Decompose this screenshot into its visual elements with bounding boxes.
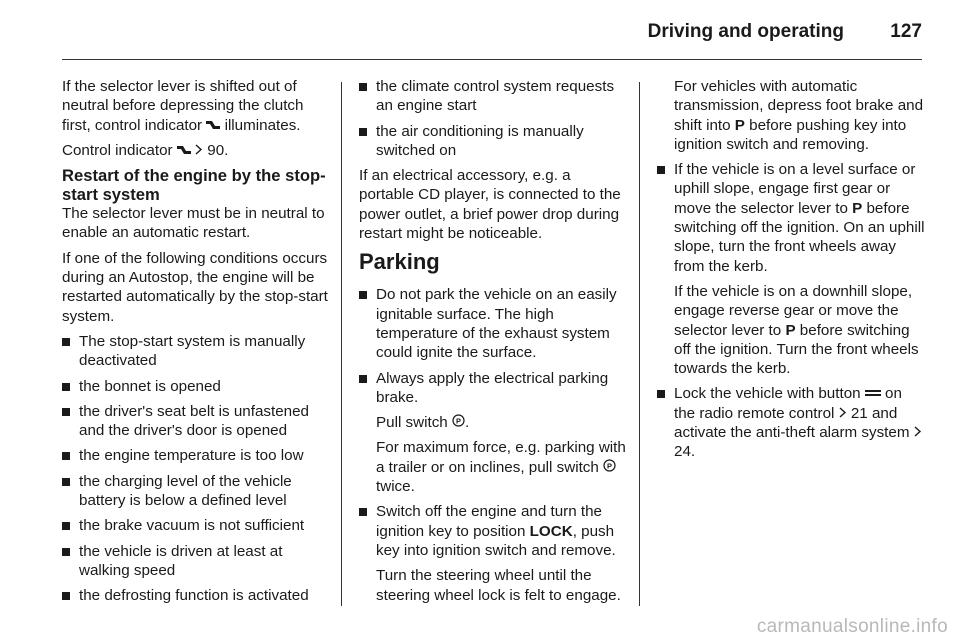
list-item: the brake vacuum is not sufficient [62, 516, 330, 535]
list-item: Always apply the electrical parking brake. [359, 369, 629, 408]
paragraph: Control indicator 90. [62, 141, 229, 159]
column-2 [359, 77, 629, 611]
paragraph: If one of the following conditions occurs during an Autostop, the engine will be restarted automatically by the stop-start system. [62, 249, 328, 325]
header-title: Driving and operating [647, 21, 844, 42]
list-item: the engine temperature is too low [62, 446, 330, 465]
paragraph: If an electrical accessory, e.g. a portable CD player, is connected to the power outlet, a brief power drop during restart might be noticeable. [359, 167, 621, 243]
page-reference-arrow-icon [195, 144, 203, 155]
list-item: the charging level of the vehicle battery is below a defined level [62, 472, 330, 511]
list-item: If the vehicle is on a level surface or uphill slope, engage first gear or move the selector lever to P before switching off the ignition. On an uphill slope, turn the front wheels away from the kerb. [657, 160, 925, 276]
parking-brake-switch-icon [603, 459, 616, 472]
column-1 [62, 77, 330, 612]
paragraph: Pull switch P . [376, 414, 470, 432]
list-item: the defrosting function is activated [62, 586, 330, 605]
parking-brake-switch-icon [452, 414, 465, 427]
list-item: The stop-start system is manually deactivated [62, 332, 330, 371]
list-item: Do not park the vehicle on an easily ignitable surface. The high temperature of the exhaust system could ignite the surface. [359, 285, 629, 362]
watermark: carmanualsonline.info [756, 616, 948, 637]
list-item: the driver's seat belt is unfastened and the driver's door is opened [62, 402, 330, 441]
list-item: the air conditioning is manually switched on [359, 122, 629, 161]
section-heading-parking: Parking [359, 249, 440, 275]
list-item: the climate control system requests an engine start [359, 77, 629, 116]
paragraph: The selector lever must be in neutral to enable an automatic restart. [62, 205, 325, 242]
svg-text:P: P [455, 416, 461, 426]
paragraph: If the vehicle is on a downhill slope, engage reverse gear or move the selector lever to P before switching off the ignition. Turn the front wheels towards the kerb. [674, 282, 919, 378]
page-header [62, 12, 922, 60]
list-item: the bonnet is opened [62, 377, 330, 396]
paragraph: If the selector lever is shifted out of neutral before depressing the clutch first, control indicator illuminates. [62, 78, 304, 134]
page-reference-arrow-icon [839, 407, 847, 418]
column-divider-right [639, 82, 640, 606]
list-item: Switch off the engine and turn the ignition key to position LOCK, push key into ignition switch and remove. [359, 502, 629, 560]
paragraph: Turn the steering wheel until the steering wheel lock is felt to engage. [376, 567, 621, 604]
page-reference-arrow-icon [914, 426, 922, 437]
paragraph: For maximum force, e.g. parking with a trailer or on inclines, pull switch P twice. [376, 439, 626, 496]
section-heading-restart: Restart of the engine by the stop-start system [62, 166, 326, 205]
paragraph: For vehicles with automatic transmission, depress foot brake and shift into P before pushing key into ignition switch and removing. [674, 78, 924, 153]
list-item: the vehicle is driven at least at walking speed [62, 542, 330, 581]
list-item: Lock the vehicle with button on the radio remote control 21 and activate the anti-theft alarm system 24. [657, 384, 925, 461]
svg-text:P: P [607, 461, 613, 471]
clutch-indicator-icon [177, 144, 191, 155]
clutch-indicator-icon [206, 119, 220, 130]
page-number: 127 [890, 21, 922, 42]
lock-button-icon [865, 388, 881, 398]
column-3 [657, 77, 925, 468]
column-divider-left [341, 82, 342, 606]
